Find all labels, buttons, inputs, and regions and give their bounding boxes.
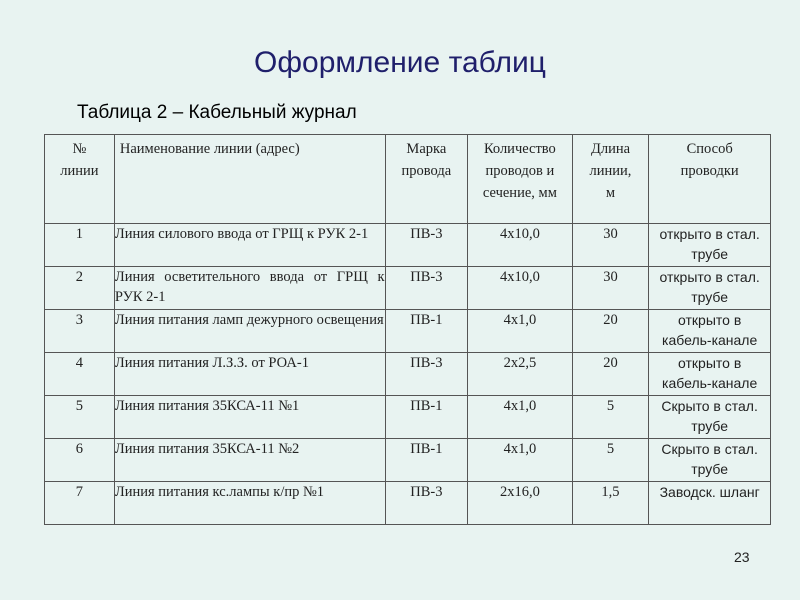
cell-wire-brand: ПВ-3 xyxy=(385,267,468,310)
cell-line-name: Линия питания кс.лампы к/пр №1 xyxy=(114,482,385,525)
cell-line-number: 1 xyxy=(45,224,115,267)
cell-wire-brand: ПВ-3 xyxy=(385,482,468,525)
cell-line-length: 1,5 xyxy=(572,482,649,525)
cell-wire-brand: ПВ-1 xyxy=(385,396,468,439)
header-wiring-method: Способ проводки xyxy=(649,135,771,224)
cell-wire-count: 4х10,0 xyxy=(468,224,573,267)
slide-title: Оформление таблиц xyxy=(254,46,546,79)
page-number: 23 xyxy=(734,549,750,565)
cable-journal-table xyxy=(44,134,771,525)
cell-line-name: Линия силового ввода от ГРЩ к РУК 2-1 xyxy=(114,224,385,267)
cell-wiring-method: Скрыто в стал. трубе xyxy=(649,439,771,482)
cell-wiring-method: открыто в стал. трубе xyxy=(649,224,771,267)
cell-wire-count: 4х1,0 xyxy=(468,396,573,439)
header-line-length: Длина линии, м xyxy=(572,135,649,224)
cell-line-name: Линия питания 35КСА-11 №1 xyxy=(114,396,385,439)
cell-line-length: 20 xyxy=(572,353,649,396)
cell-line-name: Линия питания 35КСА-11 №2 xyxy=(114,439,385,482)
cell-line-name: Линия питания ламп дежурного освещения xyxy=(114,310,385,353)
cell-wire-count: 4х10,0 xyxy=(468,267,573,310)
cell-line-length: 5 xyxy=(572,396,649,439)
cell-line-number: 4 xyxy=(45,353,115,396)
table-header-row xyxy=(45,135,771,224)
cell-wire-count: 2х2,5 xyxy=(468,353,573,396)
cell-line-length: 30 xyxy=(572,267,649,310)
cell-wire-count: 4х1,0 xyxy=(468,439,573,482)
table-row xyxy=(45,396,771,439)
cell-wire-brand: ПВ-3 xyxy=(385,224,468,267)
cell-line-name: Линия осветительного ввода от ГРЩ к РУК 2-1 xyxy=(114,267,385,310)
header-wire-count: Количество проводов и сечение, мм xyxy=(468,135,573,224)
cell-wiring-method: Заводск. шланг xyxy=(649,482,771,525)
table-row xyxy=(45,353,771,396)
cell-line-number: 5 xyxy=(45,396,115,439)
table-row xyxy=(45,439,771,482)
header-line-name: Наименование линии (адрес) xyxy=(114,135,385,224)
table-row xyxy=(45,224,771,267)
header-wire-brand: Марка провода xyxy=(385,135,468,224)
cell-line-number: 6 xyxy=(45,439,115,482)
cell-wiring-method: Скрыто в стал. трубе xyxy=(649,396,771,439)
header-line-number: № линии xyxy=(45,135,115,224)
table-row xyxy=(45,310,771,353)
cell-wire-count: 4х1,0 xyxy=(468,310,573,353)
cell-wire-brand: ПВ-1 xyxy=(385,310,468,353)
table-row xyxy=(45,267,771,310)
cell-line-number: 3 xyxy=(45,310,115,353)
cell-line-length: 20 xyxy=(572,310,649,353)
table-caption: Таблица 2 – Кабельный журнал xyxy=(77,102,357,123)
cell-wire-brand: ПВ-1 xyxy=(385,439,468,482)
table-row xyxy=(45,482,771,525)
cell-wire-count: 2х16,0 xyxy=(468,482,573,525)
cell-wiring-method: открыто в кабель-канале xyxy=(649,353,771,396)
cell-line-name: Линия питания Л.З.З. от РОА-1 xyxy=(114,353,385,396)
cell-line-length: 5 xyxy=(572,439,649,482)
cell-line-number: 7 xyxy=(45,482,115,525)
cell-line-number: 2 xyxy=(45,267,115,310)
cell-wiring-method: открыто в кабель-канале xyxy=(649,310,771,353)
cell-wiring-method: открыто в стал. трубе xyxy=(649,267,771,310)
cell-wire-brand: ПВ-3 xyxy=(385,353,468,396)
cell-line-length: 30 xyxy=(572,224,649,267)
